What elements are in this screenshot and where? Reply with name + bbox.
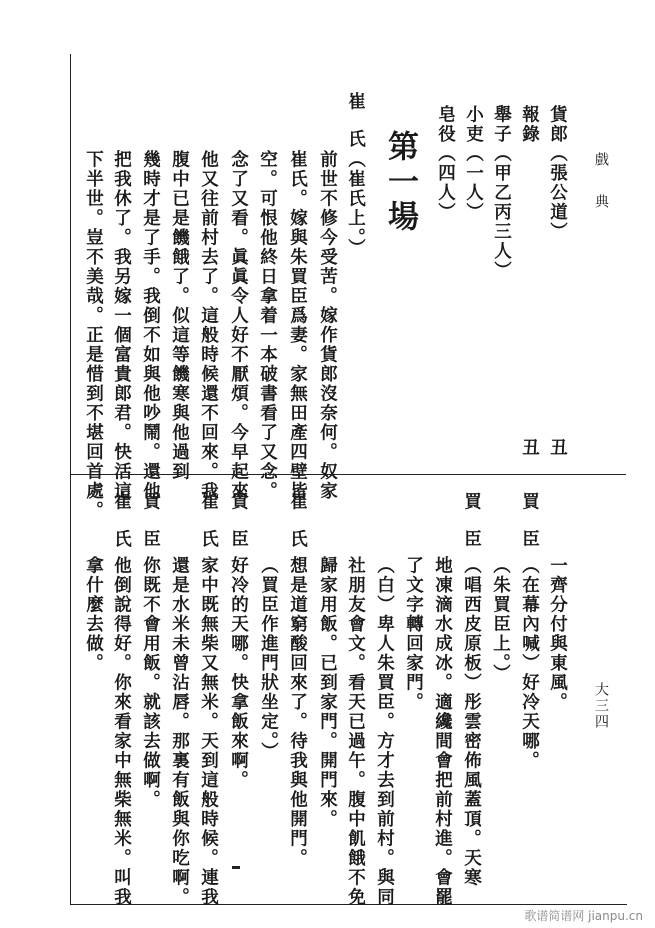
dialogue-line: （唱西皮原板）彤雲密佈風蓋頂。天寒 xyxy=(461,556,482,888)
dialogue-line: 把我休了。我另嫁一個富貴郎君。快活這 xyxy=(111,150,132,501)
dialogue-line: 想是道窮酸回來了。待我與他開門。 xyxy=(287,556,308,868)
dialogue-line: 崔氏。嫁與朱買臣爲妻。家無田產四壁皆 xyxy=(287,150,308,501)
printer-mark xyxy=(232,866,240,869)
dialogue-line: （白）卑人朱買臣。方才去到前村。與同 xyxy=(374,556,395,907)
dialogue-line: 地凍滴水成冰。適纔間會把前村進。會罷 xyxy=(432,556,453,907)
watermark: 歌谱简谱网 jianpu.cn xyxy=(524,909,643,923)
dialogue-line: 家中既無柴又無米。天到這般時候。連我 xyxy=(198,556,219,907)
dialogue-line: 空。可恨他終日拿着一本破書看了又念。 xyxy=(257,150,278,501)
speaker-mai-chen: 買臣 xyxy=(461,492,482,567)
cast-item: 報錄 xyxy=(519,105,540,144)
dialogue-line: 一齊分付與東風。 xyxy=(547,556,568,712)
speaker-cui-shi: 崔氏 xyxy=(345,92,366,167)
dialogue-line: 腹中已是饑餓了。似這等饑寒與他過到 xyxy=(169,150,190,482)
stage-direction: （崔氏上。） xyxy=(345,150,366,259)
dialogue-line: 還是水米未曾沾唇。那裏有飯與你吃啊。 xyxy=(169,556,190,907)
scene-title: 第一場 xyxy=(382,130,418,235)
stage-direction: （買臣作進門狀坐定。） xyxy=(258,556,279,762)
dialogue-line: 社朋友會文。看天已過午。腹中飢餓不免 xyxy=(345,556,366,907)
dialogue-line: 歸家用飯。已到家門。開門來。 xyxy=(317,556,338,829)
dialogue-line: 你既不會用飯。就該去做啊。 xyxy=(140,556,161,810)
cast-item: 皂役（四人） xyxy=(435,105,456,222)
cast-item: 小吏（一人） xyxy=(463,105,484,222)
speaker-cui-shi: 崔氏 xyxy=(111,492,132,567)
speaker-chou: 丑 xyxy=(547,438,568,458)
dialogue-line: （在幕內喊）好冷天哪。 xyxy=(519,556,540,771)
dialogue-line: 幾時才是了手。我倒不如與他吵鬧。還他 xyxy=(140,150,161,501)
stage-direction: （朱買臣上。） xyxy=(490,556,511,684)
speaker-chou: 丑 xyxy=(519,438,540,458)
dialogue-line: 下半世。豈不美哉。正是惜到不堪回首處。 xyxy=(83,150,104,521)
dialogue-line: 了文字轉回家門。 xyxy=(403,556,424,712)
speaker-mai-chen: 買臣 xyxy=(140,492,161,567)
speaker-cui-shi: 崔氏 xyxy=(287,492,308,567)
dialogue-line: 前世不修今受苦。嫁作貨郎沒奈何。奴家 xyxy=(317,150,338,501)
cast-item: 貨郎（張公道） xyxy=(547,105,568,242)
cast-item: 舉子（甲乙丙三人） xyxy=(491,105,512,281)
book-title: 戲 典 xyxy=(593,152,609,214)
page-number: 大三四 xyxy=(593,682,609,730)
dialogue-line: 拿什麼去做。 xyxy=(83,556,104,673)
speaker-mai-chen: 買臣 xyxy=(519,492,540,567)
speaker-cui-shi: 崔氏 xyxy=(198,492,219,567)
speaker-mai-chen: 買臣 xyxy=(228,492,249,567)
dialogue-line: 念了又看。眞眞令人好不厭煩。今早起來 xyxy=(228,150,249,501)
dialogue-line: 他又往前村去了。這般時候還不回來。我 xyxy=(198,150,219,501)
dialogue-line: 他倒說得好。你來看家中無柴無米。叫我 xyxy=(111,556,132,907)
dialogue-line: 好冷的天哪。快拿飯來啊。 xyxy=(228,556,249,790)
